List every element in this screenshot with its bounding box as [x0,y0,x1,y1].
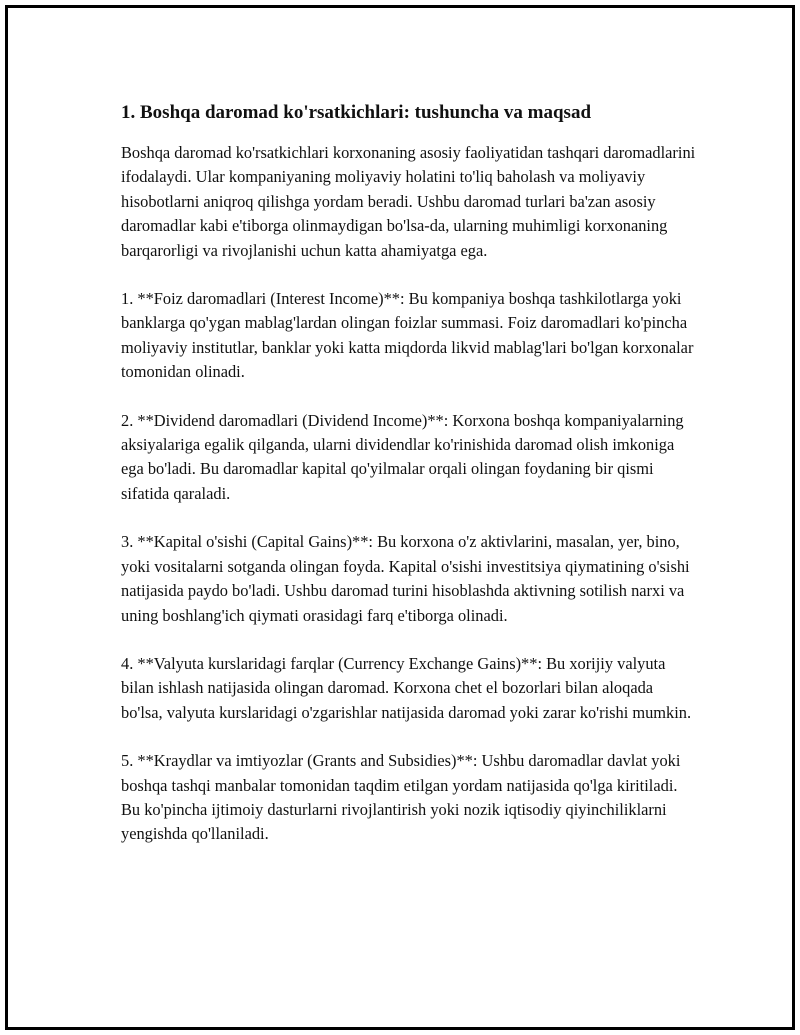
paragraph-grants-and-subsidies: 5. **Kraydlar va imtiyozlar (Grants and Subsidies)**: Ushbu daromadlar davlat yoki boshqa tashqi manbalar tomonidan taqdim etilgan yordam natijasida qo'lga kiritiladi. Bu ko'pincha ijtimoiy dasturlarni rivojlantirish yoki nozik iqtisodiy qiyinchiliklarni yengishda qo'llaniladi. [121,751,681,844]
section-heading: 1. Boshqa daromad ko'rsatkichlari: tushuncha va maqsad [121,102,592,123]
page-frame [5,5,795,1030]
intro-paragraph: Boshqa daromad ko'rsatkichlari korxonaning asosiy faoliyatidan tashqari daromadlarini ifodalaydi. Ular kompaniyaning moliyaviy holatini to'liq baholash va moliyaviy hisobotlarni aniqroq qilishga yordam beradi. Ushbu daromad turlari ba'zan asosiy daromadlar kabi e'tiborga olinmaydigan bo'lsa-da, ularning muhimligi korxonaning barqarorligi va rivojlanishi uchun katta ahamiyatga ega. [121,143,696,260]
document-body [121,98,696,871]
paragraph-dividend-income: 2. **Dividend daromadlari (Dividend Income)**: Korxona boshqa kompaniyalarning aksiyalariga egalik qilganda, ularni dividendlar ko'rinishida daromad olish imkoniga ega bo'ladi. Bu daromadlar kapital qo'yilmalar orqali olingan foydaning bir qismi sifatida qaraladi. [121,410,684,503]
paragraph-capital-gains: 3. **Kapital o'sishi (Capital Gains)**: Bu korxona o'z aktivlarini, masalan, yer, bino, yoki vositalarni sotganda olingan foyda. Kapital o'sishi investitsiya qiymatining o'sishi natijasida paydo bo'ladi. Ushbu daromad turini hisoblashda aktivning sotilish narxi va uning boshlang'ich qiymati orasidagi farq e'tiborga olinadi. [121,532,690,625]
paragraph-interest-income: 1. **Foiz daromadlari (Interest Income)**: Bu kompaniya boshqa tashkilotlarga yoki banklarga qo'ygan mablag'lardan olingan foizlar summasi. Foiz daromadlari ko'pincha moliyaviy institutlar, banklar yoki katta miqdorda likvid mablag'lari bo'lgan korxonalar tomonidan olinadi. [121,289,694,382]
paragraph-currency-exchange-gains: 4. **Valyuta kurslaridagi farqlar (Currency Exchange Gains)**: Bu xorijiy valyuta bilan ishlash natijasida olingan daromad. Korxona chet el bozorlari bilan aloqada bo'lsa, valyuta kurslaridagi o'zgarishlar natijasida daromad yoki zarar ko'rishi mumkin. [121,653,692,722]
